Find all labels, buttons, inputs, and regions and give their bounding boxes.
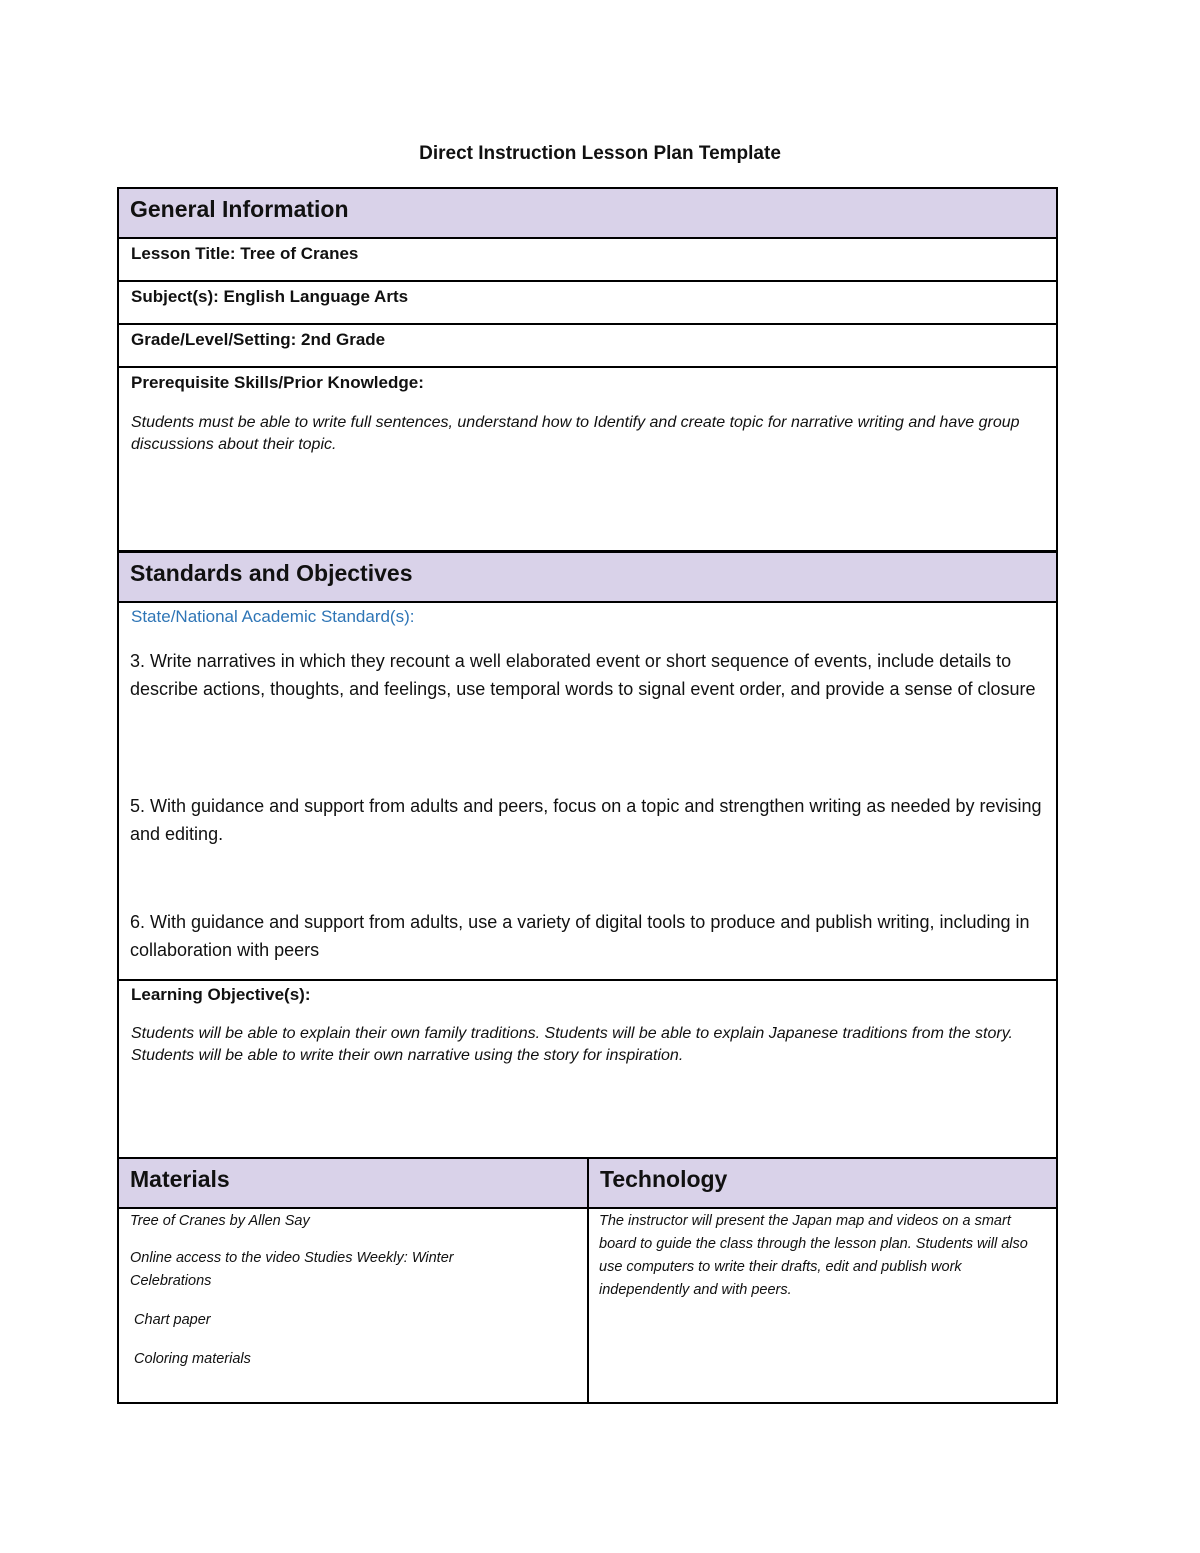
prerequisite-text: Students must be able to write full sentences, understand how to Identify and create topic for narrative writing and have group discussions about their topic.: [131, 414, 1020, 453]
grade-level-setting: Grade/Level/Setting: 2nd Grade: [131, 330, 386, 349]
materials-item: Chart paper: [130, 1312, 211, 1328]
technology-cell: [587, 1209, 1058, 1404]
general-information-heading: General Information: [130, 196, 349, 222]
standards-objectives-heading: Standards and Objectives: [130, 560, 413, 586]
standard-item: 3. Write narratives in which they recount a well elaborated event or short sequence of events, include details to describe actions, thoughts, and feelings, use temporal words to signal event order, and provide a sense of closure: [130, 651, 1036, 699]
standards-objectives-header: [117, 551, 1058, 603]
subjects-row: [117, 282, 1058, 325]
standards-row: [117, 603, 1058, 981]
prerequisite-label: Prerequisite Skills/Prior Knowledge:: [131, 373, 424, 392]
standard-item: 6. With guidance and support from adults, use a variety of digital tools to produce and publish writing, including in collaboration with peers: [130, 912, 1030, 960]
materials-item: Online access to the video Studies Weekly: Winter Celebrations: [130, 1250, 454, 1289]
subjects: Subject(s): English Language Arts: [131, 287, 409, 306]
standard-item: 5. With guidance and support from adults and peers, focus on a topic and strengthen writing as needed by revising and editing.: [130, 796, 1042, 844]
materials-item: Coloring materials: [130, 1351, 251, 1367]
lesson-title: Lesson Title: Tree of Cranes: [131, 244, 359, 263]
state-standards-label: State/National Academic Standard(s):: [131, 607, 415, 626]
page-title: Direct Instruction Lesson Plan Template: [419, 143, 781, 164]
learning-objectives-label: Learning Objective(s):: [131, 985, 311, 1004]
materials-cell: [117, 1209, 589, 1404]
prerequisite-row: [117, 368, 1058, 552]
materials-item: Tree of Cranes by Allen Say: [130, 1213, 310, 1229]
grade-row: [117, 325, 1058, 368]
materials-heading: Materials: [130, 1166, 230, 1192]
technology-heading: Technology: [600, 1166, 728, 1192]
general-information-header: [117, 187, 1058, 239]
learning-objectives-row: [117, 981, 1058, 1159]
materials-header: [117, 1157, 589, 1209]
learning-objectives-text: Students will be able to explain their own family traditions. Students will be able to explain Japanese traditions from the story. Students will be able to write their own narrative using the story for inspiration.: [131, 1025, 1013, 1064]
technology-header: [587, 1157, 1058, 1209]
technology-text: The instructor will present the Japan map and videos on a smart board to guide the class through the lesson plan. Students will also use computers to write their drafts, edit and publish work independently and with peers.: [599, 1213, 1028, 1298]
lesson-title-row: [117, 239, 1058, 282]
